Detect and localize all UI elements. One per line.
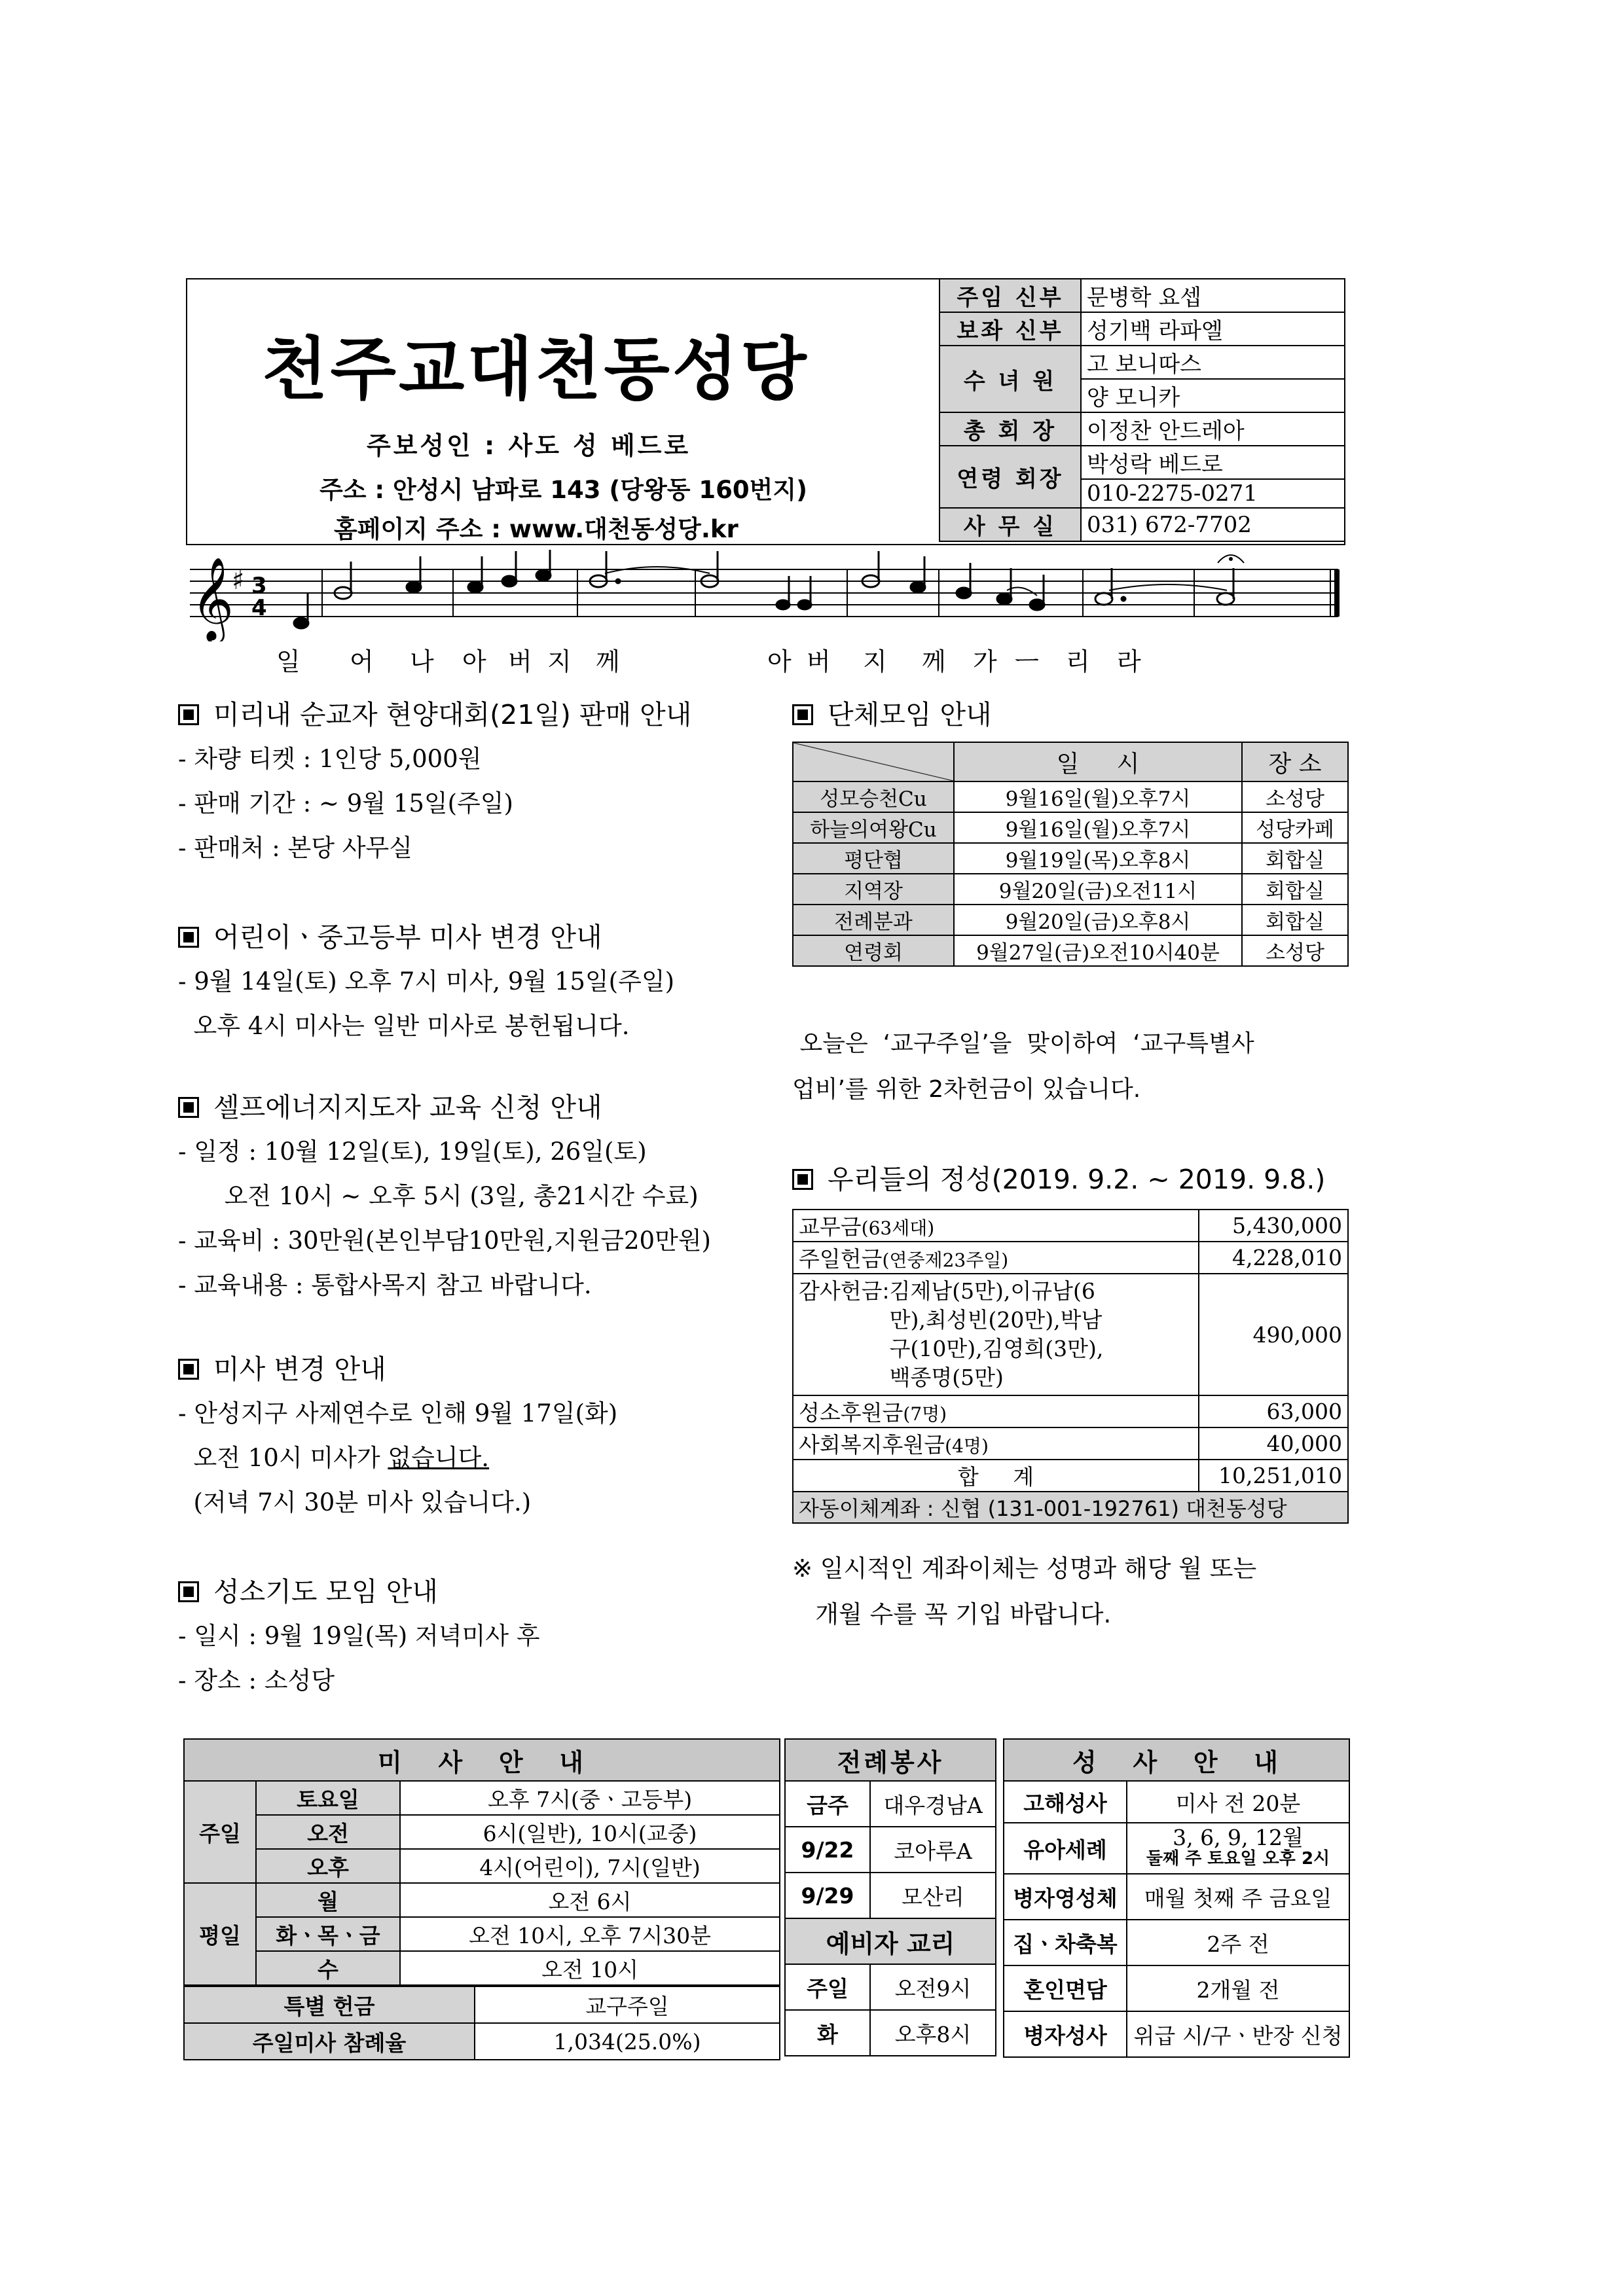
offering-row: [793, 1242, 1348, 1274]
staff-table: [939, 278, 1345, 542]
meeting-place: 소성당: [1242, 935, 1348, 966]
mass-day: 오전: [256, 1815, 400, 1849]
table-header-row: [785, 1739, 996, 1781]
meeting-time: 9월20일(금)오후8시: [954, 905, 1242, 935]
section-line: - 판매처 : 본당 사무실: [178, 834, 412, 862]
liturgy-service-table: [784, 1738, 996, 2056]
offering-label: 감사헌금: 김제남(5만),이규남(6 만),최성빈(20만),박남 구(10만),김영희(3만), 백종명(5만): [793, 1274, 1199, 1395]
staff-value: 031) 672-7702: [1081, 508, 1345, 541]
sacrament-row: [1004, 2011, 1349, 2057]
mass-row: [184, 1883, 780, 1917]
column-header: 장 소: [1242, 742, 1348, 781]
notice-line: 오늘은 ‘교구주일’을 맞이하여 ‘교구특별사: [792, 1030, 1254, 1057]
sacrament-name: 유아세례: [1004, 1823, 1127, 1874]
meeting-time: 9월19일(목)오후8시: [954, 843, 1242, 874]
table-row: [793, 874, 1348, 905]
staff-row: [939, 279, 1345, 312]
section-vocation-prayer: [178, 1570, 539, 1703]
group-name: 성모승천Cu: [793, 781, 954, 812]
group-name: 연령회: [793, 935, 954, 966]
catechumen-time: 오전9시: [870, 1964, 996, 2010]
lyric-syllable: 라: [1117, 647, 1141, 676]
catechumen-day: 주일: [785, 1964, 870, 2010]
note-line: 개월 수를 꼭 기입 바랍니다.: [792, 1600, 1112, 1628]
offering-row: [793, 1395, 1348, 1427]
second-collection-notice: [792, 1021, 1254, 1113]
section-self-energy-course: [178, 1085, 711, 1308]
table-header-row: [1004, 1739, 1349, 1781]
mass-day: 오후: [256, 1849, 400, 1883]
sacrament-name: 병자성사: [1004, 2011, 1127, 2057]
music-staff: [186, 550, 1351, 641]
sharp-icon: ♯: [232, 565, 245, 596]
group-name: 하늘의여왕Cu: [793, 812, 954, 843]
group-meeting-table: [792, 742, 1349, 967]
section-line: (저녁 7시 30분 미사 있습니다.): [178, 1488, 532, 1516]
square-bullet-icon: [178, 704, 199, 725]
section-title: 성소기도 모임 안내: [178, 1570, 539, 1614]
special-offering-row: [184, 1986, 780, 2023]
group-name: 지역장: [793, 874, 954, 905]
mass-day: 수: [256, 1951, 400, 1985]
section-line: - 교육내용 : 통합사목지 참고 바랍니다.: [178, 1271, 592, 1299]
catechumen-row: [785, 1964, 996, 2010]
table-row: [793, 843, 1348, 874]
offering-row: [793, 1210, 1348, 1242]
staff-label: 총 회 장: [939, 412, 1081, 446]
mass-day: 화ㆍ목ㆍ금: [256, 1917, 400, 1951]
lyric-syllable: 께: [922, 647, 946, 676]
section-line: - 9월 14일(토) 오후 7시 미사, 9월 15일(주일): [178, 967, 675, 996]
sacraments-table: [1003, 1738, 1350, 2058]
weekday-label: 평일: [184, 1883, 256, 1985]
meeting-place: 성당카페: [1242, 812, 1348, 843]
mass-time: 4시(어린이), 7시(일반): [400, 1849, 780, 1883]
mass-row: [184, 1917, 780, 1951]
meeting-time: 9월16일(월)오후7시: [954, 781, 1242, 812]
attendance-value: 1,034(25.0%): [475, 2023, 780, 2060]
sacrament-name: 혼인면담: [1004, 1965, 1127, 2011]
meeting-place: 회합실: [1242, 843, 1348, 874]
meeting-place: 회합실: [1242, 905, 1348, 935]
square-bullet-icon: [792, 1169, 813, 1190]
time-signature-bottom: 4: [251, 595, 267, 621]
notice-line: 업비’를 위한 2차헌금이 있습니다.: [792, 1076, 1141, 1103]
staff-row: [939, 346, 1345, 379]
sacrament-value: 매월 첫째 주 금요일: [1127, 1874, 1349, 1920]
section-title: 미사 변경 안내: [178, 1347, 617, 1391]
section-title: 우리들의 정성(2019. 9.2. ~ 2019. 9.8.): [792, 1157, 1325, 1202]
mass-time: 오전 6시: [400, 1883, 780, 1917]
table-row: [793, 935, 1348, 966]
account-row: [793, 1492, 1348, 1523]
table-header-row: [793, 742, 1348, 781]
table-row: [793, 812, 1348, 843]
underlined-text: 없습니다.: [388, 1444, 490, 1472]
offering-amount: 490,000: [1199, 1274, 1348, 1395]
lyric-syllable: 아: [767, 647, 792, 676]
staff-label: 보좌 신부: [939, 312, 1081, 346]
section-line: - 일시 : 9월 19일(목) 저녁미사 후: [178, 1622, 540, 1650]
time-signature-top: 3: [251, 573, 267, 599]
section-offerings: [792, 1157, 1325, 1202]
mass-row: [184, 1815, 780, 1849]
catechumen-day: 화: [785, 2010, 870, 2056]
table-row: [793, 781, 1348, 812]
lyric-syllable: 일: [276, 647, 301, 676]
mass-time: 오전 10시, 오후 7시30분: [400, 1917, 780, 1951]
meeting-place: 회합실: [1242, 874, 1348, 905]
section-line: - 일정 : 10월 12일(토), 19일(토), 26일(토): [178, 1138, 647, 1166]
sacrament-row: [1004, 1874, 1349, 1920]
mass-schedule-table: [183, 1738, 780, 1986]
section-line: - 장소 : 소성당: [178, 1666, 335, 1695]
offering-label: 교무금(63세대): [793, 1210, 1199, 1242]
section-title: 단체모임 안내: [792, 692, 992, 737]
staff-value: 문병학 요셉: [1081, 279, 1345, 312]
catechumen-row: [785, 2010, 996, 2056]
bank-account: 자동이체계좌 : 신협 (131-001-192761) 대천동성당: [793, 1492, 1348, 1523]
table-corner-cell: [793, 742, 954, 781]
homepage-address[interactable]: 홈페이지 주소 : www.대천동성당.kr: [334, 515, 739, 543]
lyric-syllable: ㅡ: [1015, 647, 1039, 676]
offering-amount: 63,000: [1199, 1395, 1348, 1427]
section-youth-mass-change: [178, 915, 674, 1049]
sacrament-name: 집ㆍ차축복: [1004, 1920, 1127, 1965]
section-line: 오전 10시 미사가 없습니다.: [178, 1444, 490, 1472]
mass-time: 오전 10시: [400, 1951, 780, 1985]
lyric-syllable: 지: [547, 647, 572, 676]
liturgy-date: 금주: [785, 1781, 870, 1827]
table-header-row: [184, 1739, 780, 1781]
offering-amount: 4,228,010: [1199, 1242, 1348, 1274]
mass-row: [184, 1849, 780, 1883]
mass-time: 오후 7시(중ㆍ고등부): [400, 1781, 780, 1815]
offering-label: 주일헌금(연중제23주일): [793, 1242, 1199, 1274]
special-offering-value: 교구주일: [475, 1986, 780, 2023]
column-header: 일 시: [954, 742, 1242, 781]
staff-label: 주임 신부: [939, 279, 1081, 312]
meeting-time: 9월20일(금)오전11시: [954, 874, 1242, 905]
offering-label: 사회복지후원금(4명): [793, 1427, 1199, 1460]
sacrament-value: 미사 전 20분: [1127, 1781, 1349, 1823]
staff-label: 연령 회장: [939, 446, 1081, 508]
lyric-syllable: 리: [1066, 647, 1090, 676]
staff-row: [939, 508, 1345, 541]
lyric-syllable: 아: [462, 647, 486, 676]
group-name: 평단협: [793, 843, 954, 874]
section-line: 오전 10시 ~ 오후 5시 (3일, 총21시간 수료): [178, 1182, 699, 1210]
sacrament-row: [1004, 1781, 1349, 1823]
staff-value: 박성락 베드로: [1081, 446, 1345, 479]
staff-value: 성기백 라파엘: [1081, 312, 1345, 346]
total-amount: 10,251,010: [1199, 1460, 1348, 1492]
sacrament-value: 3, 6, 9, 12월 둘째 주 토요일 오후 2시: [1127, 1823, 1349, 1874]
mass-day: 토요일: [256, 1781, 400, 1815]
mass-extra-table: [183, 1986, 780, 2060]
transfer-note: [792, 1546, 1256, 1638]
section-title: 셀프에너지지도자 교육 신청 안내: [178, 1085, 711, 1130]
offering-total-row: [793, 1460, 1348, 1492]
sacrament-row: [1004, 1965, 1349, 2011]
liturgy-title: 전례봉사: [785, 1739, 996, 1781]
note-line: ※ 일시적인 계좌이체는 성명과 해당 월 또는: [792, 1554, 1257, 1583]
church-address: 주소 : 안성시 남파로 143 (당왕동 160번지): [319, 476, 808, 504]
section-line: - 판매 기간 : ~ 9월 15일(주일): [178, 789, 513, 817]
offering-row: [793, 1274, 1348, 1395]
liturgy-date: 9/29: [785, 1873, 870, 1918]
liturgy-row: [785, 1873, 996, 1918]
mass-schedule-title: 미 사 안 내: [184, 1739, 780, 1781]
liturgy-date: 9/22: [785, 1827, 870, 1873]
sunday-label: 주일: [184, 1781, 256, 1883]
offering-table: [792, 1209, 1349, 1524]
section-line: 오후 4시 미사는 일반 미사로 봉헌됩니다.: [178, 1012, 630, 1040]
section-line: - 차량 티켓 : 1인당 5,000원: [178, 745, 482, 773]
catechumen-time: 오후8시: [870, 2010, 996, 2056]
church-name: 천주교대천동성당: [262, 329, 809, 409]
square-bullet-icon: [178, 927, 199, 948]
staff-row: [939, 412, 1345, 446]
patron-saint: 주보성인 : 사도 성 베드로: [367, 431, 691, 460]
staff-row: [939, 446, 1345, 479]
sacrament-value: 2개월 전: [1127, 1965, 1349, 2011]
attendance-row: [184, 2023, 780, 2060]
liturgy-group: 모산리: [870, 1873, 996, 1918]
section-line: - 교육비 : 30만원(본인부담10만원,지원금20만원): [178, 1227, 711, 1255]
sacrament-name: 고해성사: [1004, 1781, 1127, 1823]
sacrament-value: 위급 시/구ㆍ반장 신청: [1127, 2011, 1349, 2057]
mass-row: [184, 1951, 780, 1985]
staff-label: 수 녀 원: [939, 346, 1081, 412]
offering-row: [793, 1427, 1348, 1460]
square-bullet-icon: [178, 1359, 199, 1380]
table-row: [793, 905, 1348, 935]
section-mass-change: [178, 1347, 617, 1525]
sacraments-title: 성 사 안 내: [1004, 1739, 1349, 1781]
meeting-time: 9월27일(금)오전10시40분: [954, 935, 1242, 966]
section-group-meetings: [792, 692, 992, 737]
hymn-lyrics: [0, 641, 1623, 674]
liturgy-group: 코아루A: [870, 1827, 996, 1873]
lyric-syllable: 께: [596, 647, 620, 676]
mass-day: 월: [256, 1883, 400, 1917]
treble-clef-icon: 𝄞: [191, 556, 234, 640]
lyric-syllable: 어: [350, 647, 374, 676]
liturgy-row: [785, 1827, 996, 1873]
group-name: 전례분과: [793, 905, 954, 935]
staff-value: 이정찬 안드레아: [1081, 412, 1345, 446]
catechumen-title: 예비자 교리: [785, 1918, 996, 1964]
offering-label: 성소후원금(7명): [793, 1395, 1199, 1427]
lyric-syllable: 나: [410, 647, 434, 676]
meeting-time: 9월16일(월)오후7시: [954, 812, 1242, 843]
sacrament-name: 병자영성체: [1004, 1874, 1127, 1920]
liturgy-row: [785, 1781, 996, 1827]
section-martyr-festival: [178, 692, 691, 870]
offering-amount: 40,000: [1199, 1427, 1348, 1460]
staff-value: 고 보니따스: [1081, 346, 1345, 379]
sacrament-row: [1004, 1920, 1349, 1965]
section-title: 어린이ㆍ중고등부 미사 변경 안내: [178, 915, 674, 960]
meeting-place: 소성당: [1242, 781, 1348, 812]
staff-value: 양 모니카: [1081, 379, 1345, 412]
offering-amount: 5,430,000: [1199, 1210, 1348, 1242]
square-bullet-icon: [178, 1581, 199, 1602]
mass-row: [184, 1781, 780, 1815]
sacrament-row: [1004, 1823, 1349, 1874]
table-header-row: [785, 1918, 996, 1964]
square-bullet-icon: [792, 704, 813, 725]
total-label: 합 계: [793, 1460, 1199, 1492]
attendance-label: 주일미사 참례율: [184, 2023, 475, 2060]
staff-row: [939, 312, 1345, 346]
special-offering-label: 특별 헌금: [184, 1986, 475, 2023]
square-bullet-icon: [178, 1097, 199, 1118]
section-line: - 안성지구 사제연수로 인해 9월 17일(화): [178, 1399, 618, 1427]
lyric-syllable: 버: [508, 647, 532, 676]
staff-label: 사 무 실: [939, 508, 1081, 541]
sacrament-value: 2주 전: [1127, 1920, 1349, 1965]
lyric-syllable: 가: [973, 647, 997, 676]
lyric-syllable: 버: [807, 647, 831, 676]
liturgy-group: 대우경남A: [870, 1781, 996, 1827]
mass-time: 6시(일반), 10시(교중): [400, 1815, 780, 1849]
section-title: 미리내 순교자 현양대회(21일) 판매 안내: [178, 692, 691, 737]
lyric-syllable: 지: [863, 647, 887, 676]
staff-value: 010-2275-0271: [1081, 479, 1345, 508]
